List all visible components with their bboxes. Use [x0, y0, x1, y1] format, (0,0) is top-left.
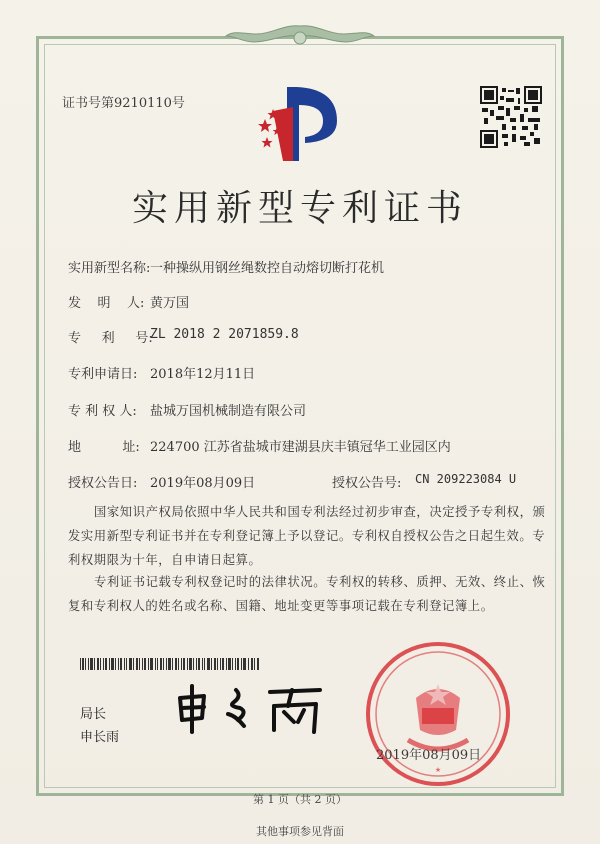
signatory-title: 局长 [80, 707, 107, 722]
filing-date-label: 专利申请日: [68, 367, 138, 382]
grant-number-value: CN 209223084 U [415, 472, 517, 486]
certificate-number: 证书号第9210110号 [62, 96, 185, 111]
grant-number-label: 授权公告号: [332, 476, 402, 491]
address-label: 地 址: [68, 440, 140, 455]
grant-date-label: 授权公告日: [68, 476, 138, 491]
qr-code-icon [480, 86, 542, 148]
patent-number-value: ZL 2018 2 2071859.8 [150, 327, 299, 342]
handwritten-signature [170, 676, 340, 736]
inventor-value: 黄万国 [150, 296, 190, 311]
page-number: 第 1 页（共 2 页） [253, 793, 347, 806]
signatory-name: 申长雨 [80, 730, 120, 745]
statement-paragraph-2: 专利证书记载专利权登记时的法律状况。专利权的转移、质押、无效、终止、恢复和专利权人的姓名或名称、国籍、地址变更等事项记载在专利登记簿上。 [68, 575, 546, 613]
address-value: 224700 江苏省盐城市建湖县庆丰镇冠华工业园区内 [150, 440, 451, 455]
seal-date: 2019年08月09日 [376, 748, 482, 763]
inventor-label: 发 明 人: [68, 296, 145, 311]
back-note: 其他事项参见背面 [256, 825, 344, 838]
patentee-label: 专 利 权 人: [68, 404, 137, 419]
cnipa-logo-icon [253, 77, 343, 165]
filing-date-value: 2018年12月11日 [150, 367, 256, 382]
official-seal-icon [364, 640, 512, 788]
patentee-value: 盐城万国机械制造有限公司 [150, 404, 307, 419]
utility-model-name-label: 实用新型名称: [68, 261, 151, 276]
certificate-title: 实用新型专利证书 [131, 188, 468, 229]
utility-model-name-value: 一种操纵用钢丝绳数控自动熔切断打花机 [150, 261, 385, 276]
barcode-icon [80, 658, 260, 670]
statement-paragraph-1: 国家知识产权局依照中华人民共和国专利法经过初步审查，决定授予专利权，颁发实用新型专利证书并在专利登记簿上予以登记。专利权自授权公告之日起生效。专利权期限为十年，自申请日起算。 [68, 505, 546, 567]
top-ornament-icon [222, 22, 378, 52]
patent-number-label: 专 利 号: [68, 331, 153, 346]
svg-text:★: ★ [434, 766, 442, 774]
grant-date-value: 2019年08月09日 [150, 476, 256, 491]
